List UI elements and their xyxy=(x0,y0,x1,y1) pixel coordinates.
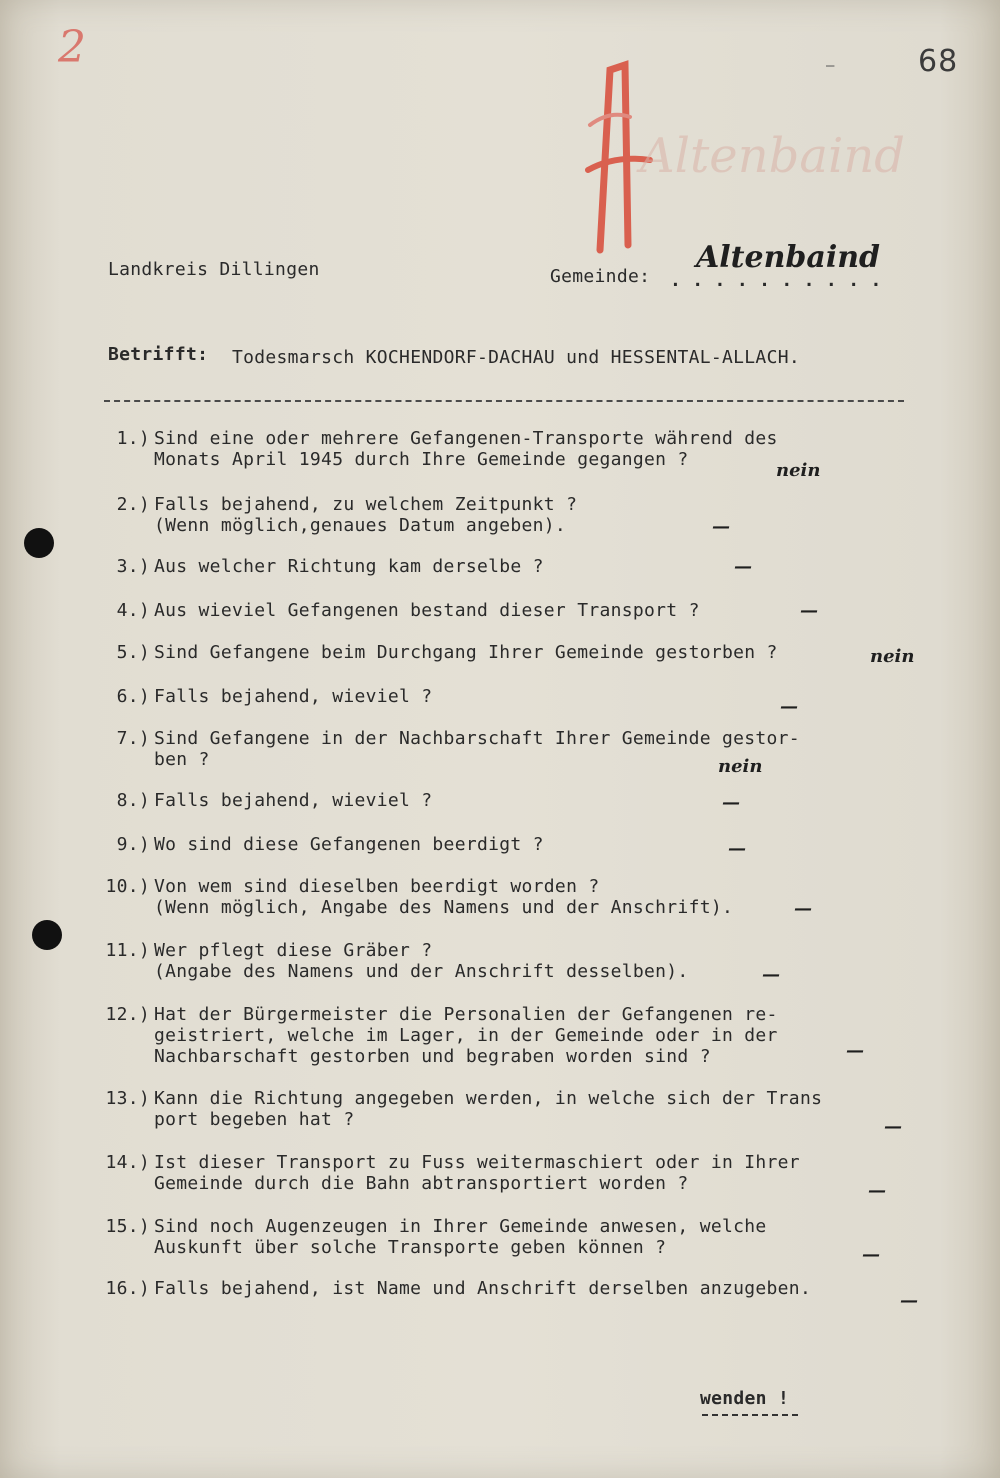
question-11 xyxy=(90,940,950,986)
question-number: 13.) xyxy=(105,1088,150,1109)
question-13 xyxy=(90,1088,950,1134)
question-line: Sind noch Augenzeugen in Ihrer Gemeinde anwesen, welche xyxy=(154,1216,767,1237)
subject-text: Todesmarsch KOCHENDORF-DACHAU und HESSENTAL-ALLACH. xyxy=(232,347,800,368)
question-line: Gemeinde durch die Bahn abtransportiert worden ? xyxy=(154,1173,689,1194)
answer-12: — xyxy=(846,1040,864,1061)
question-2 xyxy=(90,494,950,540)
question-line: Sind Gefangene in der Nachbarschaft Ihrer Gemeinde gestor- xyxy=(154,728,800,749)
question-line: (Angabe des Namens und der Anschrift desselben). xyxy=(154,961,689,982)
answer-11: — xyxy=(762,964,780,985)
answer-8: — xyxy=(722,792,740,813)
question-12 xyxy=(90,1004,950,1070)
question-line: (Wenn möglich,genaues Datum angeben). xyxy=(154,515,567,536)
question-8 xyxy=(90,790,950,836)
question-number: 5.) xyxy=(116,642,150,663)
question-line: Sind Gefangene beim Durchgang Ihrer Gemeinde gestorben ? xyxy=(154,642,778,663)
question-line: geistriert, welche im Lager, in der Gemeinde oder in der xyxy=(154,1025,778,1046)
answer-14: — xyxy=(868,1180,886,1201)
answer-5: nein xyxy=(870,646,915,667)
answer-9: — xyxy=(728,838,746,859)
answer-2: — xyxy=(712,516,730,537)
question-line: Ist dieser Transport zu Fuss weitermaschiert oder in Ihrer xyxy=(154,1152,800,1173)
question-line: Aus wieviel Gefangenen bestand dieser Transport ? xyxy=(154,600,700,621)
page-number: 68 xyxy=(918,44,959,79)
question-number: 2.) xyxy=(116,494,150,515)
stamp-mark: – xyxy=(826,58,835,74)
corner-number: 2 xyxy=(58,22,86,73)
gemeinde-label: Gemeinde: xyxy=(550,266,651,287)
question-line: Von wem sind dieselben beerdigt worden ? xyxy=(154,876,600,897)
question-16 xyxy=(90,1278,950,1324)
question-15 xyxy=(90,1216,950,1262)
question-line: Kann die Richtung angegeben werden, in welche sich der Trans xyxy=(154,1088,823,1109)
answer-4: — xyxy=(800,600,818,621)
question-number: 8.) xyxy=(116,790,150,811)
question-1 xyxy=(90,428,950,474)
question-number: 15.) xyxy=(105,1216,150,1237)
answer-13: — xyxy=(884,1116,902,1137)
answer-1: nein xyxy=(776,460,821,481)
question-9 xyxy=(90,834,950,880)
margin-note: Altenbaind xyxy=(640,128,905,184)
question-line: Wo sind diese Gefangenen beerdigt ? xyxy=(154,834,544,855)
question-line: Monats April 1945 durch Ihre Gemeinde gegangen ? xyxy=(154,449,689,470)
question-number: 7.) xyxy=(116,728,150,749)
question-7 xyxy=(90,728,950,774)
landkreis-label: Landkreis Dillingen xyxy=(108,259,320,280)
question-line: (Wenn möglich, Angabe des Namens und der Anschrift). xyxy=(154,897,734,918)
answer-3: — xyxy=(734,556,752,577)
question-3 xyxy=(90,556,950,602)
gemeinde-dots: . . . . . . . . . . xyxy=(670,270,882,291)
question-line: ben ? xyxy=(154,749,210,770)
turn-note: wenden ! xyxy=(700,1388,790,1409)
question-line: Sind eine oder mehrere Gefangenen-Transporte während des xyxy=(154,428,778,449)
answer-7: nein xyxy=(718,756,763,777)
answer-15: — xyxy=(862,1244,880,1265)
answer-6: — xyxy=(780,696,798,717)
gemeinde-handwritten: Altenbaind xyxy=(696,240,881,275)
divider xyxy=(104,400,904,402)
answer-10: — xyxy=(794,898,812,919)
punch-hole xyxy=(32,920,62,950)
punch-hole xyxy=(24,528,54,558)
question-6 xyxy=(90,686,950,732)
question-5 xyxy=(90,642,950,688)
question-number: 11.) xyxy=(105,940,150,961)
turn-note-underline xyxy=(702,1414,798,1416)
question-number: 6.) xyxy=(116,686,150,707)
question-number: 16.) xyxy=(105,1278,150,1299)
answer-16: — xyxy=(900,1290,918,1311)
question-10 xyxy=(90,876,950,922)
question-line: Aus welcher Richtung kam derselbe ? xyxy=(154,556,544,577)
question-4 xyxy=(90,600,950,646)
question-number: 4.) xyxy=(116,600,150,621)
question-line: port begeben hat ? xyxy=(154,1109,355,1130)
question-line: Hat der Bürgermeister die Personalien der Gefangenen re- xyxy=(154,1004,778,1025)
question-line: Falls bejahend, zu welchem Zeitpunkt ? xyxy=(154,494,578,515)
question-line: Wer pflegt diese Gräber ? xyxy=(154,940,433,961)
question-number: 3.) xyxy=(116,556,150,577)
question-number: 1.) xyxy=(116,428,150,449)
question-number: 10.) xyxy=(105,876,150,897)
question-number: 14.) xyxy=(105,1152,150,1173)
question-number: 9.) xyxy=(116,834,150,855)
question-line: Auskunft über solche Transporte geben können ? xyxy=(154,1237,667,1258)
question-line: Falls bejahend, wieviel ? xyxy=(154,686,433,707)
question-line: Nachbarschaft gestorben und begraben worden sind ? xyxy=(154,1046,711,1067)
subject-label: Betrifft: xyxy=(108,344,209,365)
question-14 xyxy=(90,1152,950,1198)
question-line: Falls bejahend, ist Name und Anschrift derselben anzugeben. xyxy=(154,1278,812,1299)
question-line: Falls bejahend, wieviel ? xyxy=(154,790,433,811)
question-number: 12.) xyxy=(105,1004,150,1025)
